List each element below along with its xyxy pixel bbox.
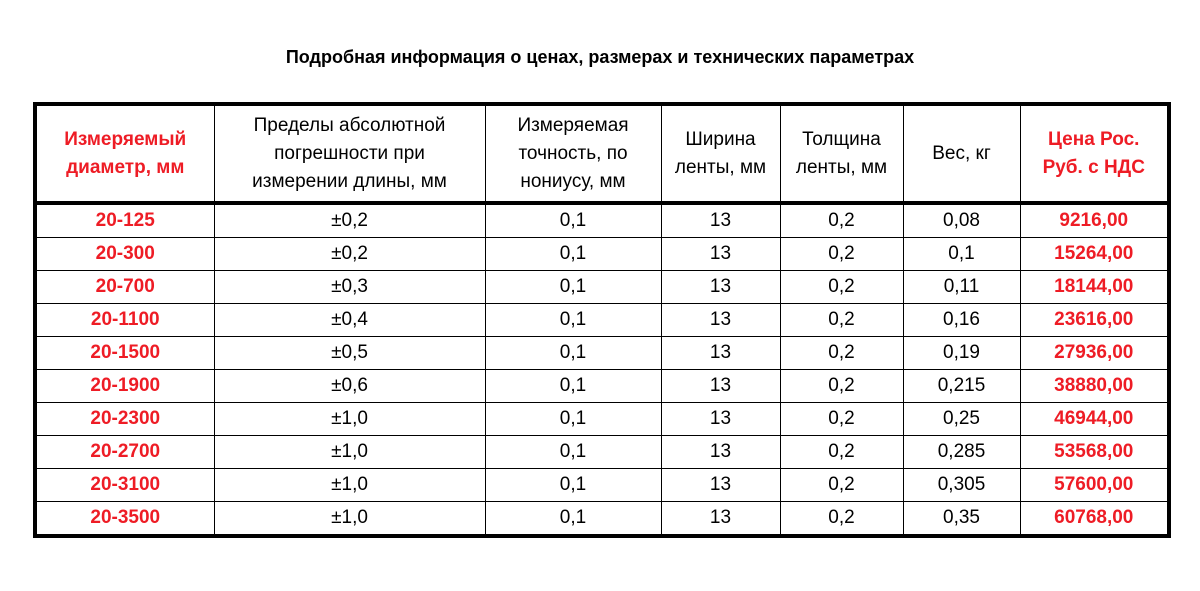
cell-thickness: 0,2 xyxy=(780,203,903,238)
cell-width: 13 xyxy=(661,436,780,469)
cell-thickness: 0,2 xyxy=(780,403,903,436)
cell-diameter: 20-3500 xyxy=(35,502,214,537)
table-row xyxy=(35,337,1169,370)
cell-weight: 0,08 xyxy=(903,203,1020,238)
cell-error: ±0,6 xyxy=(214,370,485,403)
table-row xyxy=(35,502,1169,537)
cell-error: ±0,2 xyxy=(214,203,485,238)
cell-error: ±0,5 xyxy=(214,337,485,370)
cell-width: 13 xyxy=(661,502,780,537)
cell-thickness: 0,2 xyxy=(780,436,903,469)
cell-weight: 0,1 xyxy=(903,238,1020,271)
cell-price: 46944,00 xyxy=(1020,403,1169,436)
cell-width: 13 xyxy=(661,238,780,271)
cell-diameter: 20-1900 xyxy=(35,370,214,403)
cell-error: ±0,3 xyxy=(214,271,485,304)
cell-width: 13 xyxy=(661,203,780,238)
header-price-line: Руб. с НДС xyxy=(1042,156,1145,178)
cell-error: ±0,2 xyxy=(214,238,485,271)
cell-price: 38880,00 xyxy=(1020,370,1169,403)
cell-diameter: 20-125 xyxy=(35,203,214,238)
header-accuracy-line: точность, по xyxy=(518,142,628,164)
cell-weight: 0,25 xyxy=(903,403,1020,436)
header-error-line: погрешности при xyxy=(274,142,425,164)
cell-weight: 0,285 xyxy=(903,436,1020,469)
cell-width: 13 xyxy=(661,403,780,436)
cell-thickness: 0,2 xyxy=(780,238,903,271)
cell-price: 57600,00 xyxy=(1020,469,1169,502)
cell-thickness: 0,2 xyxy=(780,469,903,502)
cell-thickness: 0,2 xyxy=(780,502,903,537)
page-title: Подробная информация о ценах, размерах и технических параметрах xyxy=(285,47,915,67)
cell-thickness: 0,2 xyxy=(780,370,903,403)
cell-price: 27936,00 xyxy=(1020,337,1169,370)
cell-error: ±1,0 xyxy=(214,469,485,502)
table-header-row xyxy=(35,104,1169,203)
cell-price: 53568,00 xyxy=(1020,436,1169,469)
cell-accuracy: 0,1 xyxy=(485,238,661,271)
cell-width: 13 xyxy=(661,271,780,304)
table-row xyxy=(35,370,1169,403)
cell-error: ±0,4 xyxy=(214,304,485,337)
cell-accuracy: 0,1 xyxy=(485,403,661,436)
cell-accuracy: 0,1 xyxy=(485,337,661,370)
header-price-line: Цена Рос. xyxy=(1048,128,1140,150)
cell-accuracy: 0,1 xyxy=(485,203,661,238)
header-width-line: Ширина xyxy=(685,128,756,150)
cell-diameter: 20-3100 xyxy=(35,469,214,502)
header-thickness xyxy=(780,104,903,203)
cell-price: 18144,00 xyxy=(1020,271,1169,304)
header-price xyxy=(1020,104,1169,203)
table-row xyxy=(35,203,1169,238)
header-diameter-line: Измеряемый xyxy=(64,128,187,150)
header-accuracy-line: нониусу, мм xyxy=(520,170,626,192)
cell-accuracy: 0,1 xyxy=(485,502,661,537)
header-weight xyxy=(903,104,1020,203)
header-diameter xyxy=(35,104,214,203)
cell-weight: 0,305 xyxy=(903,469,1020,502)
table-row xyxy=(35,238,1169,271)
header-thickness-line: ленты, мм xyxy=(795,156,888,178)
cell-diameter: 20-300 xyxy=(35,238,214,271)
cell-weight: 0,215 xyxy=(903,370,1020,403)
table-row xyxy=(35,403,1169,436)
header-accuracy-line: Измеряемая xyxy=(517,114,629,136)
header-width xyxy=(661,104,780,203)
table-row xyxy=(35,469,1169,502)
cell-price: 15264,00 xyxy=(1020,238,1169,271)
cell-weight: 0,11 xyxy=(903,271,1020,304)
cell-weight: 0,19 xyxy=(903,337,1020,370)
cell-width: 13 xyxy=(661,337,780,370)
price-table xyxy=(33,102,1171,538)
header-thickness-line: Толщина xyxy=(802,128,881,150)
cell-width: 13 xyxy=(661,304,780,337)
header-width-line: ленты, мм xyxy=(674,156,767,178)
cell-diameter: 20-2300 xyxy=(35,403,214,436)
header-error-line: Пределы абсолютной xyxy=(253,114,446,136)
table-row xyxy=(35,436,1169,469)
table-row xyxy=(35,271,1169,304)
cell-width: 13 xyxy=(661,370,780,403)
cell-accuracy: 0,1 xyxy=(485,469,661,502)
cell-diameter: 20-1500 xyxy=(35,337,214,370)
cell-error: ±1,0 xyxy=(214,502,485,537)
table-row xyxy=(35,304,1169,337)
cell-accuracy: 0,1 xyxy=(485,436,661,469)
cell-diameter: 20-700 xyxy=(35,271,214,304)
cell-weight: 0,35 xyxy=(903,502,1020,537)
cell-error: ±1,0 xyxy=(214,436,485,469)
header-error xyxy=(214,104,485,203)
cell-accuracy: 0,1 xyxy=(485,304,661,337)
cell-thickness: 0,2 xyxy=(780,304,903,337)
header-diameter-line: диаметр, мм xyxy=(66,156,185,178)
cell-accuracy: 0,1 xyxy=(485,370,661,403)
cell-price: 23616,00 xyxy=(1020,304,1169,337)
header-error-line: измерении длины, мм xyxy=(252,170,447,192)
cell-price: 9216,00 xyxy=(1020,203,1169,238)
cell-width: 13 xyxy=(661,469,780,502)
cell-diameter: 20-2700 xyxy=(35,436,214,469)
cell-thickness: 0,2 xyxy=(780,337,903,370)
header-weight-line: Вес, кг xyxy=(932,142,991,164)
cell-accuracy: 0,1 xyxy=(485,271,661,304)
cell-error: ±1,0 xyxy=(214,403,485,436)
cell-price: 60768,00 xyxy=(1020,502,1169,537)
cell-thickness: 0,2 xyxy=(780,271,903,304)
header-accuracy xyxy=(485,104,661,203)
cell-weight: 0,16 xyxy=(903,304,1020,337)
cell-diameter: 20-1100 xyxy=(35,304,214,337)
